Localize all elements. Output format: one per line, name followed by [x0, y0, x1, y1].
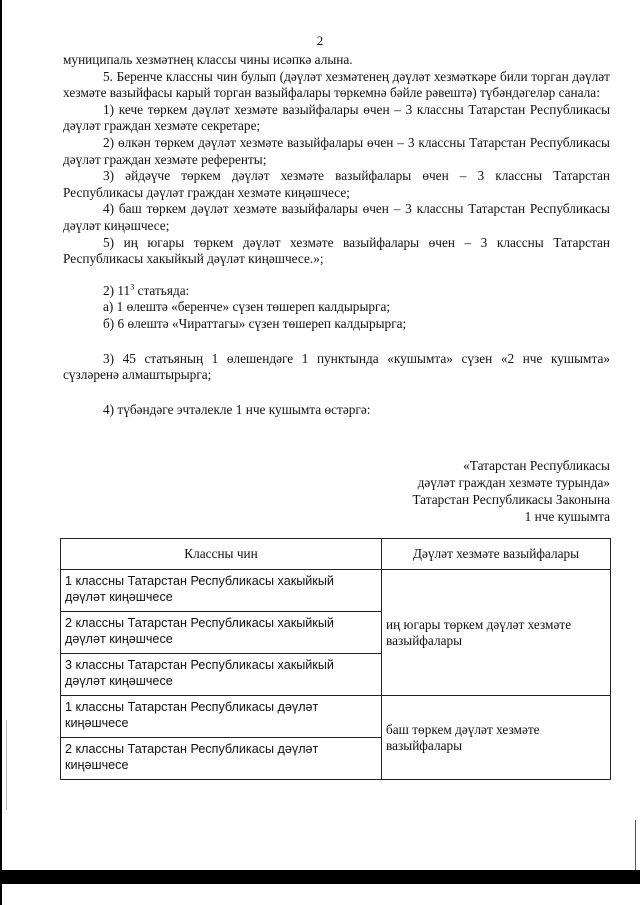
spacer	[63, 384, 610, 402]
appendix-line-1: «Татарстан Республикасы	[463, 458, 610, 473]
amendment-2-post: статьяда:	[134, 282, 190, 298]
table-header-rank: Классны чин	[61, 539, 382, 570]
amendment-2	[63, 283, 610, 300]
table-cell-rank: 1 классны Татарстан Республикасы дәүләт киңәшчесе	[61, 696, 382, 738]
scan-edge-bottom	[0, 870, 640, 884]
amendment-2-sup: 3	[130, 282, 135, 292]
table-cell-position	[382, 570, 611, 696]
table-header-row	[61, 539, 611, 570]
page-number: 2	[316, 33, 324, 48]
scan-edge-left	[0, 0, 2, 905]
class-rank-table	[60, 538, 611, 780]
table-cell-rank: 2 классны Татарстан Республикасы хакыйкый дәүләт киңәшчесе	[61, 612, 382, 654]
table-cell-position-text: иң югары төркем дәүләт хезмәте вазыйфалары	[386, 616, 572, 648]
list-item-1: 1) кече төркем дәүләт хезмәте вазыйфалары өчен – 3 классны Татарстан Республикасы дәүләт граждан хезмәте секретаре;	[63, 101, 610, 134]
appendix-line-2: дәүләт граждан хезмәте турында»	[417, 475, 610, 490]
spacer	[63, 268, 610, 283]
table-cell-position-text: баш төркем дәүләт хезмәте вазыйфалары	[386, 721, 540, 753]
scan-edge-right	[635, 820, 636, 870]
appendix-header	[330, 457, 610, 525]
scan-edge-mark	[6, 720, 7, 810]
appendix-line-4: 1 нче кушымта	[524, 509, 610, 524]
amendment-2-pre: 2) 11	[103, 282, 131, 298]
table-cell-rank: 2 классны Татарстан Республикасы дәүләт киңәшчесе	[61, 738, 382, 780]
appendix-line-3: Татарстан Республикасы Законына	[412, 492, 610, 507]
amendment-2-b: б) 6 өлештә «Чираттагы» сүзен төшереп калдырырга;	[103, 315, 407, 331]
amendment-2-a: а) 1 өлештә «беренче» сүзен төшереп калдырырга;	[103, 299, 391, 315]
amendment-4: 4) түбәндәге эчтәлекле 1 нче кушымта өстәргә:	[103, 401, 371, 417]
table-cell-rank: 1 классны Татарстан Республикасы хакыйкый дәүләт киңәшчесе	[61, 570, 382, 612]
list-item-5: 5) иң югары төркем дәүләт хезмәте вазыйфалары өчен – 3 классны Татарстан Республикасы хакыйкый дәүләт киңәшчесе.»;	[63, 234, 610, 267]
table-cell-position	[382, 696, 611, 780]
list-item-4: 4) баш төркем дәүләт хезмәте вазыйфалары өчен – 3 классны Татарстан Республикасы дәүләт киңәшчесе;	[63, 201, 610, 233]
paragraph-continuation: муниципаль хезмәтнең классы чины исәпкә алына.	[63, 52, 353, 67]
document-body	[63, 52, 610, 418]
spacer	[63, 333, 610, 351]
table-row	[61, 696, 611, 738]
paragraph-item-5: 5. Беренче классны чин булып (дәүләт хезмәтенең дәүләт хезмәткәре били торган дәүләт хезмәте вазыйфасы карый торган вазыйфалары төркемнә бәйле рәвештә) түбәндәгеләр санала:	[63, 68, 610, 101]
list-item-2: 2) өлкән төркем дәүләт хезмәте вазыйфалары өчен – 3 классны Татарстан Республикасы дәүләт граждан хезмәте референты;	[63, 134, 610, 167]
table-row	[61, 570, 611, 612]
table-cell-rank: 3 классны Татарстан Республикасы хакыйкый дәүләт киңәшчесе	[61, 654, 382, 696]
list-item-3: 3) әйдәүче төркем дәүләт хезмәте вазыйфалары өчен – 3 классны Татарстан Республикасы дәүләт граждан хезмәте киңәшчесе;	[63, 168, 610, 200]
amendment-3: 3) 45 статьяның 1 өлешендәге 1 пунктында «кушымта» сүзен «2 нче кушымта» сүзләренә алмаштырырга;	[63, 350, 610, 383]
table-header-position: Дәүләт хезмәте вазыйфалары	[382, 539, 611, 570]
